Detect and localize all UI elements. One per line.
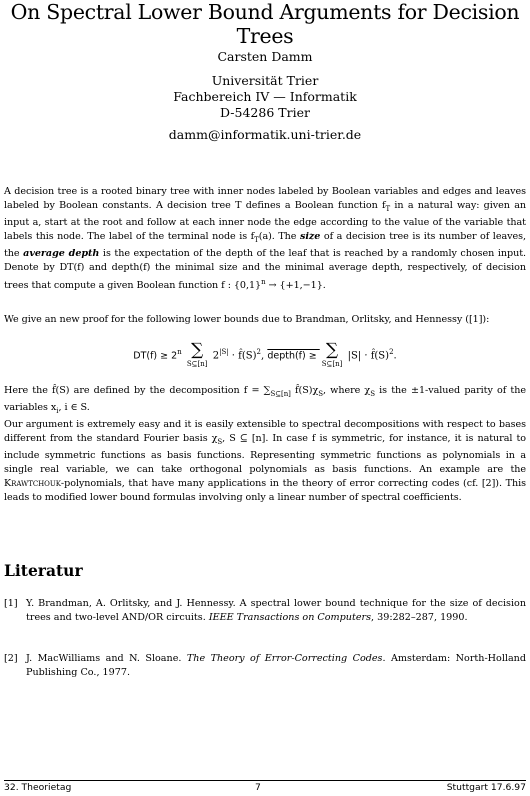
footer-event: 32. Theorietag <box>4 782 72 793</box>
author-email: damm@informatik.uni-trier.de <box>168 127 362 142</box>
reference-1: [1] Y. Brandman, A. Orlitsky, and J. Hennessy. A spectral lower bound technique for the size of decision trees and two-level AND/OR circuits. IEEE Transactions on Computers, 39:282–287, 1990. <box>4 598 526 623</box>
footer-page-number: 7 <box>255 782 261 793</box>
sum-symbol-2: ∑ S⊆[n] <box>321 339 343 368</box>
sum-symbol-1: ∑ S⊆[n] <box>186 339 208 368</box>
paragraph-definitions: A decision tree is a rooted binary tree with inner nodes labeled by Boolean variables and edges and leaves labeled by Boolean constants. A decision tree T defines a Boolean function $f_T$ in a natural way: given an input a, start at the root and follow at each inner node the edge according to the value of the variable that labels this node. The label of the terminal node is $f_T(a)$. The size of a decision tree is its number of leaves, the average depth is the expectation of the depth of the leaf that is reached by a randomly chosen input. Denote by DT(f) and depth(f) the minimal size and the minimal average depth, respectively, of decision trees that compute a given Boolean function f : $\{0,1\}^n \to \{+1,-1\}$. <box>4 186 526 291</box>
section-heading-literatur: Literatur <box>4 561 83 580</box>
reference-2: [2] J. MacWilliams and N. Sloane. The Theory of Error-Correcting Codes. Amsterdam: North-Holland Publishing Co., 1977. <box>4 653 526 678</box>
author-name: Carsten Damm <box>217 49 313 64</box>
affiliation-department: Fachbereich IV — Informatik <box>173 89 357 104</box>
lower-bound-formula: $DT(f) \ge 2^n$ ∑ S⊆[n] $2^{|S|}$ · $f̂(S)^2$, depth(f) ≥ ∑ S⊆[n] $|S| \cdot f̂(S)^2$. <box>133 339 397 368</box>
affiliation-university: Universität Trier <box>211 73 319 88</box>
paragraph-lower-bounds-intro: We give an new proof for the following lower bounds due to Brandman, Orlitsky, and Hennessy ([1]): <box>4 314 490 325</box>
paper-title: On Spectral Lower Bound Arguments for Decision Trees <box>10 0 520 48</box>
affiliation-address: D-54286 Trier <box>220 105 310 120</box>
footer-location-date: Stuttgart 17.6.97 <box>446 782 526 793</box>
paragraph-extension: Our argument is extremely easy and it is easily extensible to spectral decompositions with respect to bases different from the standard Fourier basis $\chi_S$, S ⊆ [n]. In case f is symmetric, for instance, it is natural to include symmetric functions as basis functions. Representing symmetric functions as polynomials in a single real variable, we can take orthogonal polynomials as basis functions. An example are the Krawtchouk-polynomials, that have many applications in the theory of error correcting codes (cf. [2]). This leads to modified lower bound formulas involving only a linear number of spectral coefficients. <box>4 419 527 503</box>
footer-divider <box>4 780 526 781</box>
paragraph-decomposition: Here the f̂(S) are defined by the decomposition $f = \sum_{S⊆[n]}$ $f̂(S)\chi_S$, where $\chi_S$ is the ±1-valued parity of the variables $x_i$, i ∈ S. <box>4 385 526 415</box>
